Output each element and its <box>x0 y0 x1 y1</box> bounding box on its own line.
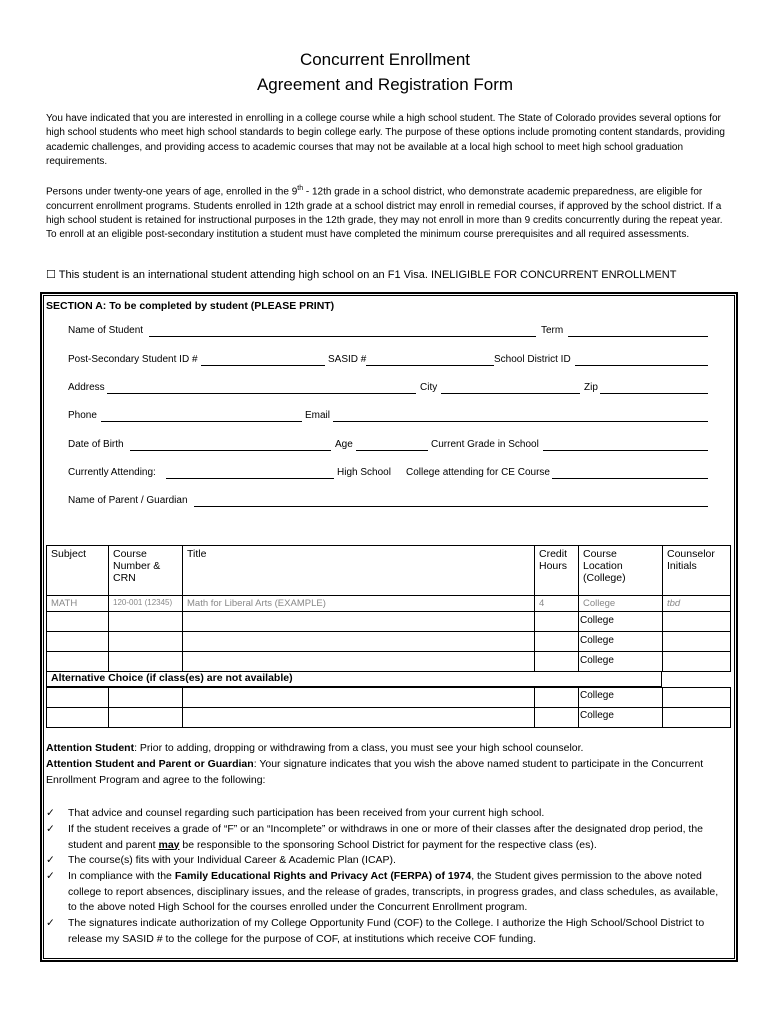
email-label: Email <box>305 410 331 421</box>
sasid-label: SASID # <box>328 354 367 365</box>
college-label: College <box>580 615 614 626</box>
course-row <box>47 652 731 672</box>
dob-label: Date of Birth <box>68 439 124 450</box>
checklist-item-3: ✓ The course(s) fits with your Individual Career & Academic Plan (ICAP). <box>46 853 726 869</box>
header-course-number: Course Number & CRN <box>109 546 183 596</box>
grade-label: Current Grade in School <box>431 439 539 450</box>
course-row <box>47 632 731 652</box>
checklist-item-4: ✓ In compliance with the Family Educational Rights and Privacy Act (FERPA) of 1974, the Student gives permission to the above noted college to report absences, disciplinary issues, and the release of grades, transcripts, in progress grades, and class schedules, as available, to the above noted High School for the courses enrolled under the Concurrent Enrollment program. <box>46 870 719 913</box>
form-subtitle: Agreement and Registration Form <box>256 75 514 94</box>
checklist-item-2: ✓ If the student receives a grade of “F” or an “Incomplete” or withdraws in one or more of their classes after the designated drop period, the student and parent may be responsible to the sponsoring School District for payment for the respective class (es). <box>46 823 703 851</box>
attending-label: Currently Attending: <box>68 467 156 478</box>
check-icon: ✓ <box>46 870 55 882</box>
check-icon: ✓ <box>46 917 55 929</box>
phone-field[interactable] <box>101 421 302 422</box>
example-course-number: 120-001 (12345) <box>109 596 183 612</box>
example-credit-hours: 4 <box>535 596 579 612</box>
header-title: Title <box>183 546 535 596</box>
college-label: College <box>580 635 614 646</box>
high-school-label: High School <box>337 467 391 478</box>
header-course-location: Course Location (College) <box>579 546 663 596</box>
international-label: This student is an international student attending high school on an F1 Visa. INELIGIBLE FOR CONCURRENT ENROLLMENT <box>58 269 677 281</box>
parent-field[interactable] <box>194 506 708 507</box>
check-icon: ✓ <box>46 823 55 835</box>
attending-field[interactable] <box>166 478 334 479</box>
header-subject: Subject <box>47 546 109 596</box>
name-of-student-field[interactable] <box>149 336 536 337</box>
checklist-item-1: ✓ That advice and counsel regarding such participation has been received from your current high school. <box>46 806 726 822</box>
address-label: Address <box>68 382 105 393</box>
alternative-table <box>46 687 731 728</box>
ps-id-field[interactable] <box>201 365 325 366</box>
section-a-heading: SECTION A: To be completed by student (PLEASE PRINT) <box>46 300 335 312</box>
example-initials: tbd <box>663 596 731 612</box>
district-id-label: School District ID <box>494 354 571 365</box>
course-table <box>46 545 731 672</box>
zip-label: Zip <box>584 382 598 393</box>
example-subject: MATH <box>47 596 109 612</box>
intro-paragraph-1: You have indicated that you are interested in enrolling in a college course while a high school student. The State of Colorado provides several options for high school students who meet high school standards to begin college early. The purpose of these options include promoting content standards, providing academic challenges, and providing access to academic courses that may not be available at a local high school to meet high school graduation requirements. <box>46 113 725 167</box>
checklist-item-5: ✓ The signatures indicate authorization of my College Opportunity Fund (COF) to the College. I authorize the High School/School District to release my SASID # to the college for the purpose of COF, at institutions which receive COF funding. <box>46 917 705 945</box>
check-icon: ✓ <box>46 854 55 866</box>
college-attending-field[interactable] <box>552 478 708 479</box>
course-row <box>47 612 731 632</box>
example-row <box>47 596 731 612</box>
college-label: College <box>580 655 614 666</box>
age-label: Age <box>335 439 353 450</box>
attention-student: Attention Student: Prior to adding, dropping or withdrawing from a class, you must see your high school counselor. <box>46 742 584 754</box>
grade-field[interactable] <box>543 450 708 451</box>
alternative-row <box>47 688 731 708</box>
dob-field[interactable] <box>130 450 331 451</box>
example-title: Math for Liberal Arts (EXAMPLE) <box>183 596 535 612</box>
sasid-field[interactable] <box>366 365 494 366</box>
address-field[interactable] <box>107 393 416 394</box>
phone-label: Phone <box>68 410 97 421</box>
international-student-option <box>46 268 676 281</box>
intro-paragraph-2: Persons under twenty-one years of age, enrolled in the 9th - 12th grade in a school district, who demonstrate academic preparedness, are eligible for concurrent enrollment programs. Students enrolled in 12th grade at a school district may enroll in remedial courses, if approved by the school district. If a high school student is retained for instructional purposes in the 12th grade, they may not enroll in more than 9 credits concurrently during the repeat year. To enroll at an eligible post-secondary institution a student must have completed the minimum course prerequisites and all required assessments. <box>46 185 723 241</box>
ps-id-label: Post-Secondary Student ID # <box>68 354 198 365</box>
attention-parent: Attention Student and Parent or Guardian: Your signature indicates that you wish the above named student to participate in the Concurrent Enrollment Program and agree to the following: <box>46 758 704 786</box>
example-location: College <box>579 596 663 612</box>
term-label: Term <box>541 325 564 336</box>
alternative-row <box>47 708 731 728</box>
name-of-student-label: Name of Student <box>68 325 144 336</box>
college-label: College <box>580 710 614 721</box>
college-attending-label: College attending for CE Course <box>406 467 550 478</box>
check-icon: ✓ <box>46 807 55 819</box>
international-checkbox[interactable]: ☐ <box>46 269 56 281</box>
zip-field[interactable] <box>600 393 708 394</box>
header-counselor: Counselor Initials <box>663 546 731 596</box>
college-label: College <box>580 690 614 701</box>
term-field[interactable] <box>568 336 708 337</box>
city-label: City <box>420 382 438 393</box>
district-id-field[interactable] <box>575 365 708 366</box>
header-credit-hours: Credit Hours <box>535 546 579 596</box>
form-title: Concurrent Enrollment <box>299 50 471 69</box>
alternative-choice-heading: Alternative Choice (if class(es) are not available) <box>46 671 662 687</box>
city-field[interactable] <box>441 393 580 394</box>
email-field[interactable] <box>333 421 708 422</box>
parent-label: Name of Parent / Guardian <box>68 495 188 506</box>
age-field[interactable] <box>356 450 428 451</box>
